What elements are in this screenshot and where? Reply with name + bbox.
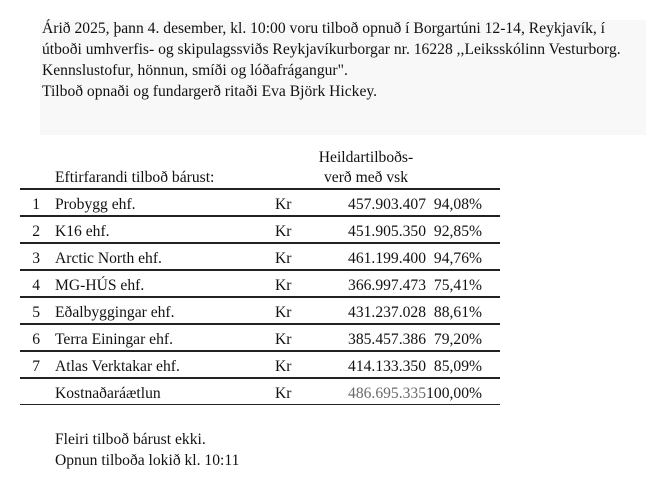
- bidder-name: K16 ehf.: [55, 223, 110, 240]
- bid-amount: 431.237.028: [348, 304, 426, 321]
- intro-line: Tilboð opnaði og fundargerð ritaði Eva Björk Hickey.: [42, 83, 378, 100]
- currency: Kr: [275, 223, 292, 240]
- intro-paragraph: [42, 18, 652, 102]
- bidder-name: Atlas Verktakar ehf.: [55, 358, 180, 375]
- bid-percent: 88,61%: [433, 304, 482, 321]
- currency: Kr: [275, 304, 292, 321]
- bidder-name: Probygg ehf.: [55, 196, 136, 213]
- amount-header-line2: verð með vsk: [323, 169, 408, 186]
- footer-notes: [55, 429, 239, 471]
- bidder-name: MG-HÚS ehf.: [55, 277, 145, 294]
- cost-estimate-row: [20, 379, 500, 405]
- currency: Kr: [275, 277, 292, 294]
- bid-number: 6: [32, 331, 40, 348]
- bid-percent: 94,08%: [433, 196, 482, 213]
- table-row: [20, 271, 500, 298]
- bids-table: [20, 146, 500, 405]
- bid-amount: 414.133.350: [348, 358, 426, 375]
- currency: Kr: [275, 331, 292, 348]
- bid-percent: 85,09%: [433, 358, 482, 375]
- footer-line-closing-time: Opnun tilboða lokið kl. 10:11: [55, 452, 240, 469]
- estimate-percent: 100,00%: [426, 385, 482, 402]
- bid-number: 2: [32, 223, 40, 240]
- table-header-label: Eftirfarandi tilboð bárust:: [55, 169, 215, 186]
- intro-line: Kennslustofur, hönnun, smíði og lóðafrágangur".: [42, 62, 348, 79]
- bid-amount: 457.903.407: [348, 196, 426, 213]
- currency: Kr: [275, 358, 292, 375]
- bid-amount: 451.905.350: [348, 223, 426, 240]
- intro-line: Árið 2025, þann 4. desember, kl. 10:00 voru tilboð opnuð í Borgartúni 12-14, Reykjavík, í: [42, 20, 605, 37]
- bid-number: 1: [32, 196, 40, 213]
- table-row: [20, 244, 500, 271]
- table-row: [20, 352, 500, 379]
- table-header: [20, 146, 500, 190]
- amount-header-line1: Heildartilboðs-: [318, 149, 414, 166]
- bid-percent: 79,20%: [433, 331, 482, 348]
- footer-line-no-more-bids: Fleiri tilboð bárust ekki.: [55, 431, 206, 448]
- bid-amount: 366.997.473: [348, 277, 426, 294]
- bidder-name: Eðalbyggingar ehf.: [55, 304, 175, 321]
- bidder-name: Terra Einingar ehf.: [55, 331, 173, 348]
- bid-amount: 385.457.386: [348, 331, 426, 348]
- bidder-name: Arctic North ehf.: [55, 250, 162, 267]
- intro-line: útboði umhverfis- og skipulagssviðs Reykjavíkurborgar nr. 16228 ,,Leiksskólinn Vesturborg.: [42, 41, 621, 58]
- table-row: [20, 217, 500, 244]
- estimate-label: Kostnaðaráætlun: [55, 385, 161, 402]
- bid-percent: 94,76%: [433, 250, 482, 267]
- bid-number: 4: [32, 277, 40, 294]
- bid-percent: 92,85%: [433, 223, 482, 240]
- bid-number: 7: [32, 358, 40, 375]
- estimate-amount: 486.695.335: [348, 385, 426, 402]
- bid-amount: 461.199.400: [348, 250, 426, 267]
- currency: Kr: [275, 250, 292, 267]
- currency: Kr: [275, 196, 292, 213]
- table-row: [20, 298, 500, 325]
- bid-number: 5: [32, 304, 40, 321]
- amount-column-header: [296, 148, 436, 188]
- bid-percent: 75,41%: [433, 277, 482, 294]
- table-row: [20, 325, 500, 352]
- table-row: [20, 190, 500, 217]
- currency: Kr: [275, 385, 292, 402]
- bid-number: 3: [32, 250, 40, 267]
